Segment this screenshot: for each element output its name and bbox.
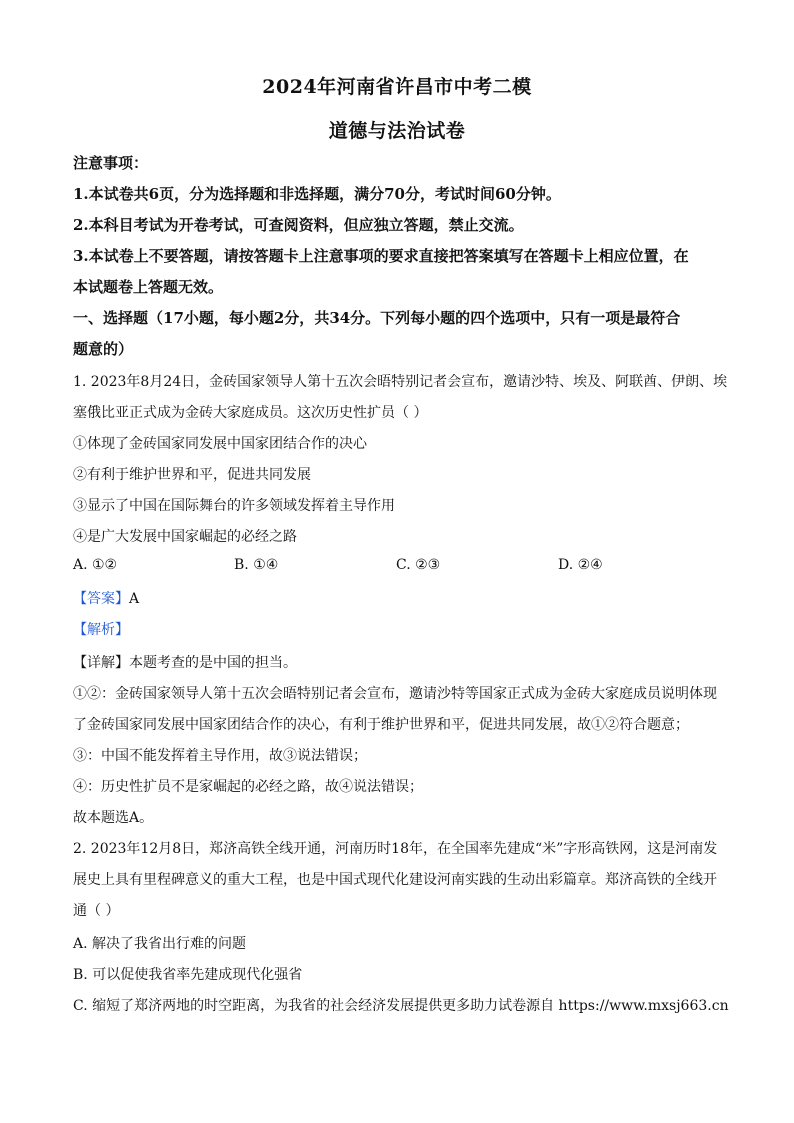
q1-stem-line-2: 塞俄比亚正式成为金砖大家庭成员。这次历史性扩员（ ）	[73, 405, 428, 421]
page-subtitle: 道德与法治试卷	[328, 120, 466, 142]
q1-statement-4: ④是广大发展中国家崛起的必经之路	[73, 529, 297, 545]
q1-explain-3: ④：历史性扩员不是家崛起的必经之路，故④说法错误；	[73, 779, 423, 795]
q1-option-b: B. ①④	[234, 557, 279, 573]
answer-tag: 【答案】	[73, 591, 129, 607]
q1-conclusion: 故本题选A。	[73, 810, 154, 826]
page-title: 2024年河南省许昌市中考二模	[262, 76, 532, 98]
q1-answer: A	[129, 591, 140, 607]
q2-option-b: B. 可以促使我省率先建成现代化强省	[73, 967, 303, 983]
q1-statement-2: ②有利于维护世界和平，促进共同发展	[73, 467, 311, 483]
q1-analysis-row	[73, 619, 733, 639]
q1-explain-1: ①②：金砖国家领导人第十五次会晤特别记者会宣布，邀请沙特等国家正式成为金砖大家庭成员说明体现	[73, 686, 717, 702]
q1-explain-2: ③：中国不能发挥着主导作用，故③说法错误；	[73, 748, 367, 764]
q1-stem-line-1: 1. 2023年8月24日，金砖国家领导人第十五次会晤特别记者会宣布，邀请沙特、埃及、阿联酋、伊朗、埃	[73, 374, 728, 390]
q1-explain-1-cont: 了金砖国家同发展中国家团结合作的决心，有利于维护世界和平，促进共同发展，故①②符合题意；	[73, 717, 689, 733]
q1-detail-row	[73, 652, 733, 672]
notice-item-2: 2.本科目考试为开卷考试，可查阅资料，但应独立答题，禁止交流。	[73, 216, 524, 234]
q1-statement-3: ③显示了中国在国际舞台的许多领域发挥着主导作用	[73, 498, 395, 514]
section-heading: 一、选择题（17小题，每小题2分，共34分。下列每小题的四个选项中，只有一项是最符合	[73, 309, 681, 327]
q1-option-c: C. ②③	[396, 557, 441, 573]
notice-heading: 注意事项：	[73, 154, 149, 172]
q2-stem-line-2: 展史上具有里程碑意义的重大工程，也是中国式现代化建设河南实践的生动出彩篇章。郑济高铁的全线开	[73, 872, 717, 888]
q2-stem-line-1: 2. 2023年12月8日，郑济高铁全线开通，河南历时18年，在全国率先建成“米”字形高铁网，这是河南发	[73, 841, 718, 857]
notice-item-1: 1.本试卷共6页，分为选择题和非选择题，满分70分，考试时间60分钟。	[73, 185, 561, 203]
notice-item-3-cont: 本试题卷上答题无效。	[73, 278, 224, 296]
q2-stem-line-3: 通（ ）	[73, 903, 120, 919]
q1-statement-1: ①体现了金砖国家同发展中国家团结合作的决心	[73, 436, 367, 452]
q2-option-c: C. 缩短了郑济两地的时空距离，为我省的社会经济发展提供更多助力试卷源自 https://www.mxsj663.cn	[73, 998, 729, 1014]
section-heading-cont: 题意的）	[73, 340, 134, 358]
q2-option-a: A. 解决了我省出行难的问题	[73, 936, 247, 952]
detail-tag: 【详解】	[73, 655, 129, 671]
q1-option-a: A. ①②	[73, 557, 118, 573]
analysis-tag: 【解析】	[73, 622, 129, 638]
notice-item-3: 3.本试卷上不要答题，请按答题卡上注意事项的要求直接把答案填写在答题卡上相应位置，在	[73, 247, 689, 265]
q1-option-d: D. ②④	[558, 557, 603, 573]
q1-answer-row	[73, 588, 733, 608]
q1-detail: 本题考查的是中国的担当。	[129, 655, 297, 671]
